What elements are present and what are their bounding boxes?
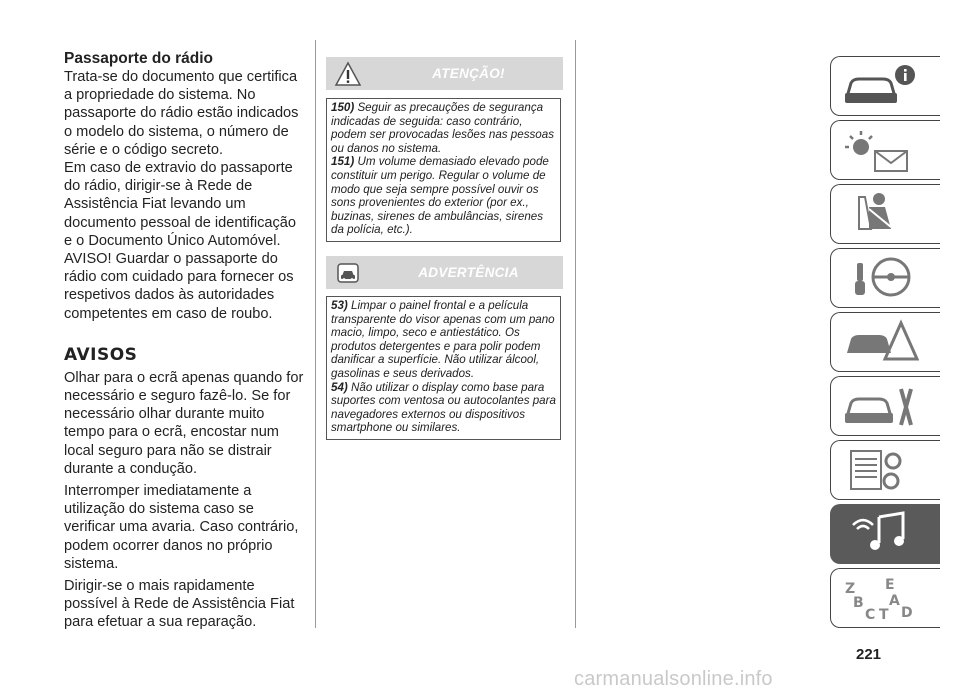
tab-index[interactable]	[830, 568, 940, 628]
warning-triangle-icon	[334, 61, 362, 87]
warning-box-header	[326, 256, 563, 289]
page-number: 221	[856, 646, 882, 663]
alphabet-index-icon	[839, 573, 919, 623]
svg-text:D: D	[901, 605, 913, 621]
paragraph: Olhar para o ecrã apenas quando for necessário e seguro fazê-lo. Se for necessário olhar durante muito tempo para o ecrã, encostar num local seguro para não se distrair durante a condução.	[64, 369, 304, 477]
warning-item: 54) Não utilizar o display como base para suportes com ventosa ou autocolantes para navegadores externos ou dispositivos smartphone ou similares.	[331, 380, 556, 435]
section-heading: Passaporte do rádio	[64, 50, 214, 67]
paragraph: Trata-se do documento que certifica a propriedade do sistema. No passaporte do rádio estão indicados o modelo do sistema, o número de série e o código secreto.	[64, 69, 299, 158]
tab-starting-driving[interactable]	[830, 248, 940, 308]
left-column	[64, 50, 308, 632]
tab-warning-lights[interactable]	[830, 120, 940, 180]
attention-title: ATENÇÃO!	[432, 66, 505, 81]
svg-text:A: A	[889, 593, 900, 609]
car-tools-icon	[839, 381, 919, 431]
attention-box-header	[326, 57, 563, 90]
tab-car-info[interactable]	[830, 56, 940, 116]
tab-technical-data[interactable]	[830, 440, 940, 500]
warning-lights-message-icon	[839, 125, 919, 175]
watermark: carmanualsonline.info	[574, 668, 773, 690]
car-warning-icon	[334, 260, 362, 286]
specs-gear-icon	[839, 445, 919, 495]
multimedia-note-icon	[839, 509, 919, 559]
car-emergency-triangle-icon	[839, 317, 919, 367]
seat-airbag-icon	[839, 189, 919, 239]
attention-item: 150) Seguir as precauções de segurança indicadas de seguida: caso contrário, podem ser provocadas lesões nas pessoas ou danos no sistema.	[331, 101, 554, 155]
column-divider	[575, 40, 576, 628]
column-divider	[315, 40, 316, 628]
attention-item: 151) Um volume demasiado elevado pode constituir um perigo. Regular o volume de modo que seja sempre possível ouvir os sons provenientes do exterior (por ex., buzinas, sirenes de ambulâncias, sirenes da polícia, etc.).	[331, 155, 549, 237]
svg-text:E: E	[885, 577, 895, 593]
paragraph: AVISO! Guardar o passaporte do rádio com cuidado para fornecer os respetivos dados às autoridades competentes em caso de roubo.	[64, 251, 294, 322]
paragraph: Em caso de extravio do passaporte do rádio, dirigir-se à Rede de Assistência Fiat levando um documento pessoal de identificação e o Documento Único Automóvel.	[64, 160, 297, 249]
warning-item: 53) Limpar o painel frontal e a película transparente do visor apenas com um pano macio, limpo, seco e antiestático. Os produtos detergentes e para polir podem danificar a superfície. Não utilizar álcool, gasolinas e seus derivados.	[331, 299, 555, 380]
svg-text:Z: Z	[845, 581, 856, 597]
svg-text:C: C	[865, 607, 876, 623]
tab-emergency[interactable]	[830, 312, 940, 372]
tab-safety[interactable]	[830, 184, 940, 244]
warning-title: ADVERTÊNCIA	[418, 265, 519, 280]
svg-text:T: T	[879, 607, 889, 623]
warning-box-body	[326, 296, 561, 440]
svg-text:B: B	[853, 595, 864, 611]
key-steering-wheel-icon	[839, 253, 919, 303]
tab-multimedia[interactable]	[830, 504, 940, 564]
attention-box-body	[326, 98, 561, 242]
section-title: AVISOS	[64, 344, 138, 365]
car-info-icon	[839, 61, 919, 111]
paragraph: Dirigir-se o mais rapidamente possível à Rede de Assistência Fiat para efetuar a sua reparação.	[64, 578, 295, 631]
tab-maintenance[interactable]	[830, 376, 940, 436]
paragraph: Interromper imediatamente a utilização do sistema caso se verificar uma avaria. Caso contrário, podem ocorrer danos no próprio sistema.	[64, 483, 299, 572]
